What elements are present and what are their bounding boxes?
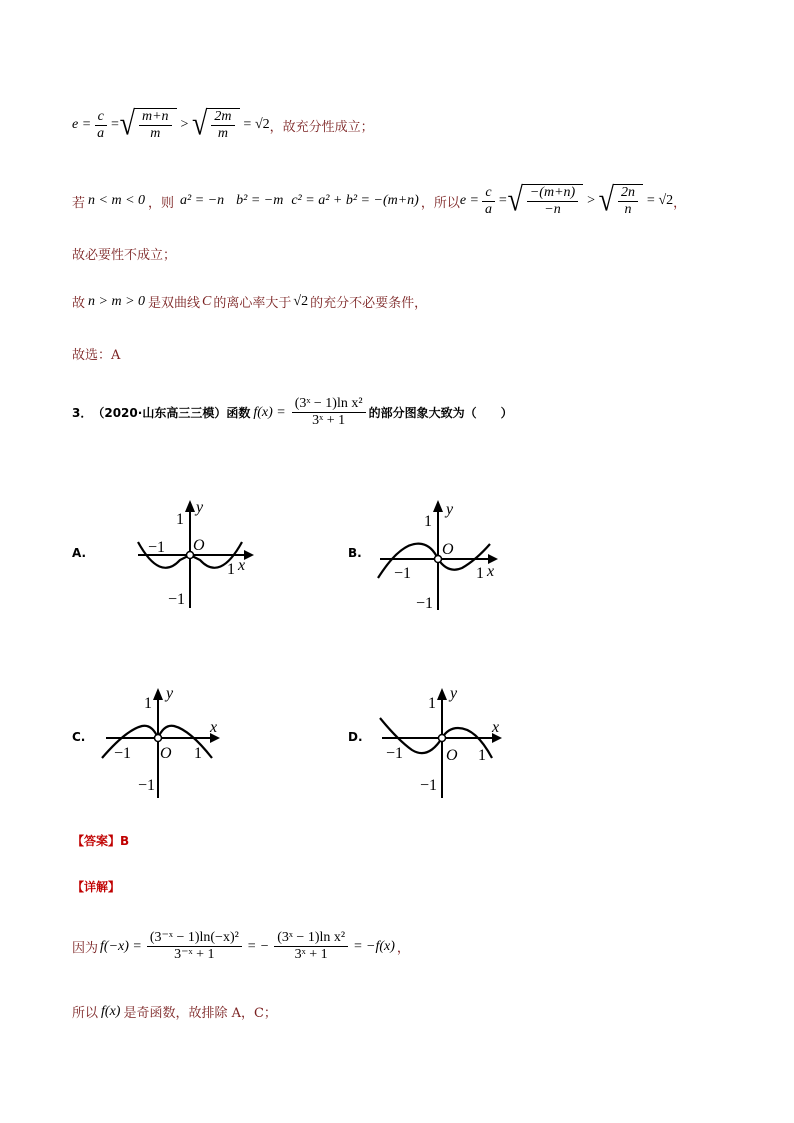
question-fx: f(x) = [253,404,286,420]
graph-option-b[interactable] [372,496,502,616]
detail-label: 【详解】 [72,880,121,894]
option-d-label[interactable]: D. [348,730,363,744]
svg-text:O: O [442,541,454,558]
graph-a-x-label: x [238,557,246,574]
graph-option-d[interactable] [374,686,508,806]
graph-a-y-label: y [196,499,204,516]
option-a-label[interactable]: A. [72,546,87,560]
svg-text:−1: −1 [394,565,412,582]
cond-n-lt-m: n < m < 0 [88,193,146,208]
svg-text:x: x [487,563,495,580]
sqrt-neg-m-plus-n: √ $\frac{-(m+n)}{-n}$ [507,184,583,218]
sqrt-2m: √ $\frac{2m}{m}$ [192,108,240,142]
svg-text:y: y [446,501,454,518]
graph-a-neg1-x: −1 [148,539,166,556]
svg-text:1: 1 [478,747,486,764]
sqrt-2n: √ $\frac{2n}{n}$ [599,184,643,218]
answer-label: 【答案】B [72,834,130,848]
graph-a-neg1-y: −1 [168,591,186,608]
svg-text:O: O [160,745,172,762]
graph-option-c[interactable] [98,686,228,806]
line-conclusion: 故 n > m > 0 是双曲线 C 的离心率大于 √2 的充分不必要条件， [72,293,428,311]
graph-a-one-x: 1 [227,561,235,578]
svg-text:x: x [492,719,500,736]
line-sufficiency: e = $\frac{c}{a}$ = √ $\frac{m+n}{m}$ > √ $\frac{2m}{m}$ = √2 ，故充分性成立； [72,105,374,143]
frac-c-over-a: $\frac{c}{a}$ [94,109,107,142]
line-exclude: 所以 f(x) 是奇函数，故排除 A，C； [72,1003,277,1021]
line-odd-proof: 因为 f(−x) = $\frac{\text{(3⁻ˣ − 1)ln(−x)²}}{\text{3⁻ˣ + 1}}$ = − $\frac{\text{(3ˣ − 1)ln x²}}{\text{3ˣ + 1}}$ = −f(x) ， [72,930,410,962]
svg-text:y: y [166,686,174,702]
svg-text:1: 1 [476,565,484,582]
svg-text:−1: −1 [416,595,434,612]
svg-text:−1: −1 [114,745,132,762]
svg-text:x: x [210,719,218,736]
question-frac: $\frac{\text{(3ˣ − 1)ln x²}}{\text{3ˣ + 1}}$ [292,396,366,429]
svg-text:−1: −1 [386,745,404,762]
e-eq: e = [72,117,92,132]
svg-text:y: y [450,686,458,702]
graph-option-a[interactable] [130,496,260,616]
svg-text:1: 1 [428,695,436,712]
svg-text:1: 1 [194,745,202,762]
svg-text:1: 1 [144,695,152,712]
sqrt-m-plus-n: √ $\frac{m+n}{m}$ [120,108,177,142]
line-necessity-case: 若 n < m < 0 ，则 a² = −n b² = −m c² = a² + b² = −(m+n) ，所以 e = $\frac{c}{a}$ = √ $\frac{-(m+n)}{-n}$ > √ $\frac{2n}{n}$ = √2 ， [72,181,687,219]
option-c-label[interactable]: C. [72,730,86,744]
svg-text:−1: −1 [138,777,156,794]
root-two: √2 [254,117,270,132]
line1-tail: ，故充分性成立； [269,119,374,135]
line-not-necessary: 故必要性不成立； [72,248,177,263]
option-b-label[interactable]: B. [348,546,362,560]
svg-text:1: 1 [424,513,432,530]
svg-text:−1: −1 [420,777,438,794]
line-choice: 故选：A [72,348,121,363]
graph-a-origin: O [193,537,205,554]
svg-text:O: O [446,747,458,764]
graph-a-one-y: 1 [176,511,184,528]
question-3: 3． （2020·山东高三三模）函数 f(x) = $\frac{\text{(3ˣ − 1)ln x²}}{\text{3ˣ + 1}}$ 的部分图象大致为（ ） [72,396,513,428]
